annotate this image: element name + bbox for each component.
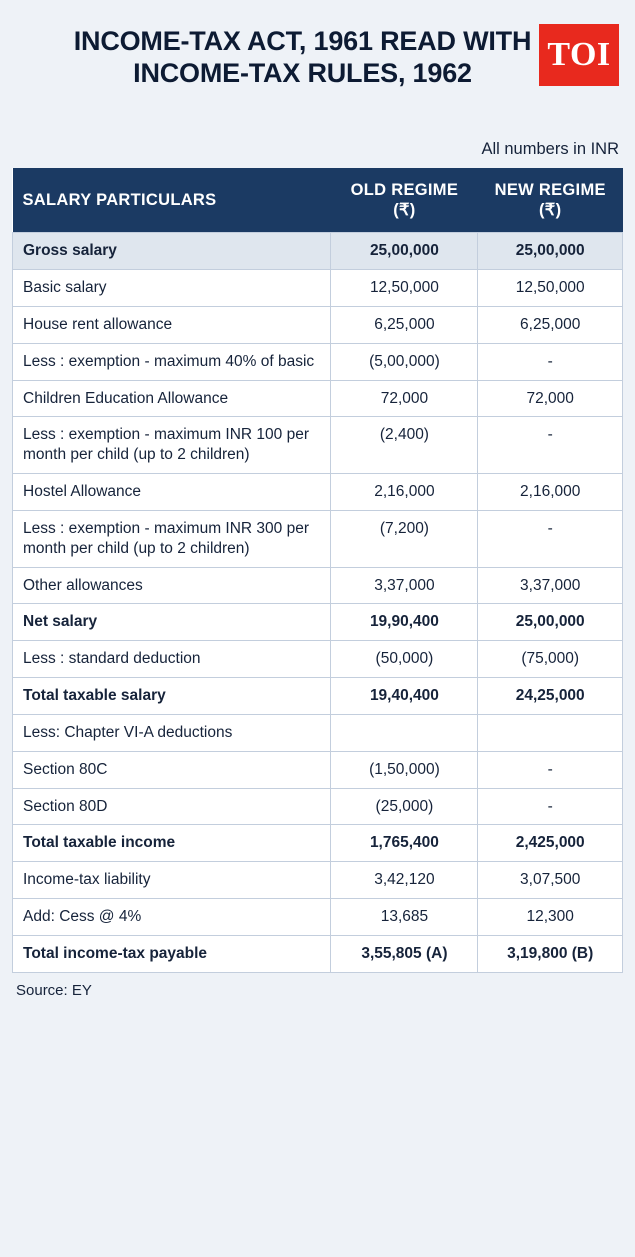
cell-new-regime: - (478, 751, 623, 788)
cell-particular: Income-tax liability (13, 862, 331, 899)
cell-new-regime: 3,19,800 (B) (478, 935, 623, 972)
cell-new-regime: 24,25,000 (478, 678, 623, 715)
cell-old-regime: 25,00,000 (331, 233, 478, 270)
cell-old-regime: 3,37,000 (331, 567, 478, 604)
cell-old-regime: (5,00,000) (331, 343, 478, 380)
table-row (13, 306, 623, 343)
cell-particular: Section 80D (13, 788, 331, 825)
cell-particular: Total taxable income (13, 825, 331, 862)
cell-new-regime: 2,16,000 (478, 474, 623, 511)
cell-old-regime: (2,400) (331, 417, 478, 474)
source-note: Source: EY (16, 981, 92, 999)
cell-new-regime: - (478, 788, 623, 825)
cell-old-regime: 3,42,120 (331, 862, 478, 899)
cell-new-regime: 3,07,500 (478, 862, 623, 899)
cell-particular: Hostel Allowance (13, 474, 331, 511)
cell-particular: House rent allowance (13, 306, 331, 343)
table-row (13, 788, 623, 825)
tax-comparison-table (12, 168, 623, 973)
cell-old-regime: 72,000 (331, 380, 478, 417)
cell-particular: Total income-tax payable (13, 935, 331, 972)
table-row (13, 233, 623, 270)
table-row (13, 862, 623, 899)
column-header-old-regime: OLD REGIME (₹) (331, 168, 478, 233)
cell-new-regime: 12,300 (478, 898, 623, 935)
cell-old-regime: 6,25,000 (331, 306, 478, 343)
cell-new-regime: - (478, 417, 623, 474)
cell-old-regime: (7,200) (331, 510, 478, 567)
cell-new-regime: 6,25,000 (478, 306, 623, 343)
table-row (13, 417, 623, 474)
cell-old-regime (331, 714, 478, 751)
cell-new-regime: 25,00,000 (478, 604, 623, 641)
column-header-new-regime: NEW REGIME (₹) (478, 168, 623, 233)
toi-logo-text: TOI (547, 36, 611, 73)
cell-old-regime: (1,50,000) (331, 751, 478, 788)
table-row (13, 380, 623, 417)
cell-old-regime: 13,685 (331, 898, 478, 935)
cell-old-regime: 1,765,400 (331, 825, 478, 862)
cell-particular: Less : exemption - maximum INR 100 per month per child (up to 2 children) (13, 417, 331, 474)
table-row (13, 343, 623, 380)
cell-particular: Children Education Allowance (13, 380, 331, 417)
table-row (13, 935, 623, 972)
cell-old-regime: 12,50,000 (331, 270, 478, 307)
cell-old-regime: 19,90,400 (331, 604, 478, 641)
table-row (13, 641, 623, 678)
units-note: All numbers in INR (481, 140, 619, 158)
cell-new-regime: - (478, 510, 623, 567)
cell-old-regime: 19,40,400 (331, 678, 478, 715)
cell-new-regime: - (478, 343, 623, 380)
cell-particular: Net salary (13, 604, 331, 641)
table-body (13, 233, 623, 972)
cell-new-regime: 2,425,000 (478, 825, 623, 862)
table-row (13, 678, 623, 715)
table-row (13, 604, 623, 641)
cell-new-regime: 3,37,000 (478, 567, 623, 604)
cell-new-regime: 72,000 (478, 380, 623, 417)
toi-logo (539, 24, 619, 86)
cell-particular: Other allowances (13, 567, 331, 604)
header (12, 16, 623, 134)
cell-particular: Less: Chapter VI-A deductions (13, 714, 331, 751)
page-title: INCOME-TAX ACT, 1961 READ WITH INCOME-TAX RULES, 1962 (73, 26, 532, 88)
table-header-row (13, 168, 623, 233)
cell-particular: Total taxable salary (13, 678, 331, 715)
cell-old-regime: 3,55,805 (A) (331, 935, 478, 972)
cell-old-regime: 2,16,000 (331, 474, 478, 511)
cell-new-regime: (75,000) (478, 641, 623, 678)
cell-particular: Less : exemption - maximum INR 300 per month per child (up to 2 children) (13, 510, 331, 567)
cell-old-regime: (50,000) (331, 641, 478, 678)
table-row (13, 714, 623, 751)
cell-particular: Less : standard deduction (13, 641, 331, 678)
table-row (13, 567, 623, 604)
cell-old-regime: (25,000) (331, 788, 478, 825)
cell-new-regime: 12,50,000 (478, 270, 623, 307)
table-row (13, 751, 623, 788)
cell-new-regime: 25,00,000 (478, 233, 623, 270)
cell-particular: Less : exemption - maximum 40% of basic (13, 343, 331, 380)
table-row (13, 270, 623, 307)
table-row (13, 510, 623, 567)
cell-particular: Gross salary (13, 233, 331, 270)
table-row (13, 474, 623, 511)
cell-particular: Section 80C (13, 751, 331, 788)
cell-particular: Add: Cess @ 4% (13, 898, 331, 935)
cell-particular: Basic salary (13, 270, 331, 307)
table-row (13, 898, 623, 935)
cell-new-regime (478, 714, 623, 751)
column-header-particulars: SALARY PARTICULARS (13, 168, 331, 233)
table-row (13, 825, 623, 862)
